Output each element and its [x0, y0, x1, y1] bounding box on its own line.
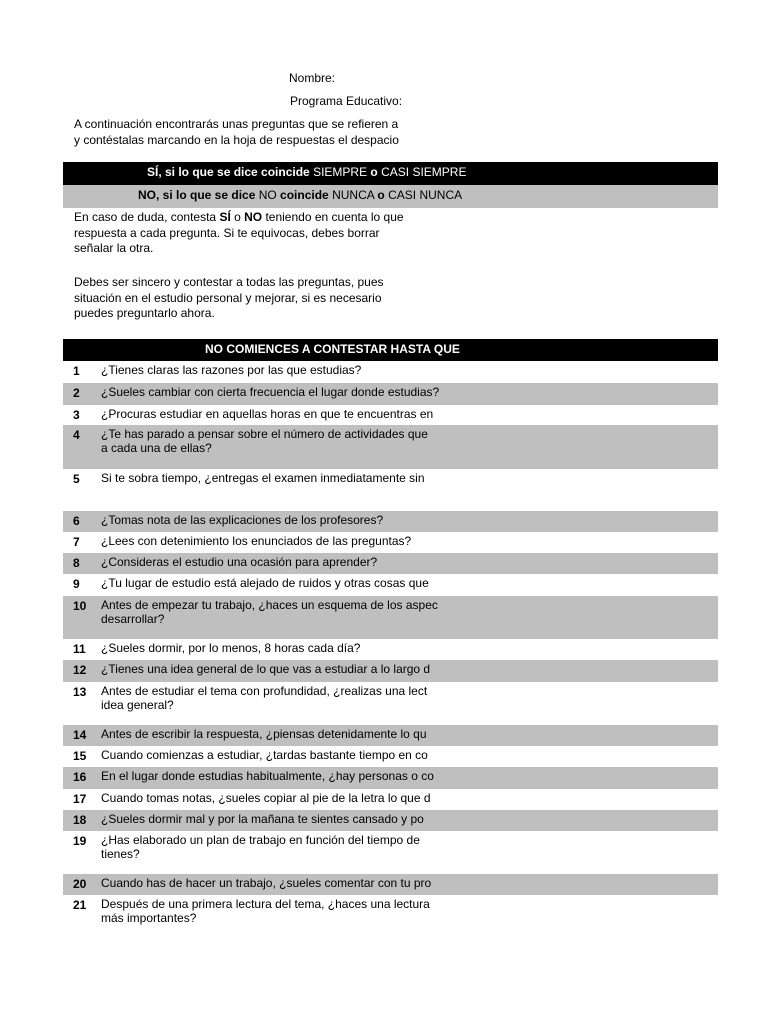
question-row — [63, 746, 718, 767]
question-number: 3 — [73, 408, 80, 422]
doubt-line-1: En caso de duda, contesta SÍ o NO teniendo en cuenta lo que — [74, 210, 404, 224]
question-text: ¿Has elaborado un plan de trabajo en función del tiempo de tienes? — [101, 833, 420, 861]
question-number: 6 — [73, 514, 80, 528]
question-number: 12 — [73, 663, 87, 677]
question-row — [63, 361, 718, 383]
question-text: ¿Tu lugar de estudio está alejado de ruidos y otras cosas que — [101, 576, 429, 590]
question-text: ¿Sueles dormir, por lo menos, 8 horas cada día? — [101, 641, 361, 655]
doubt-line-3: señalar la otra. — [74, 241, 154, 255]
question-row — [63, 469, 718, 511]
question-row — [63, 725, 718, 746]
question-text: Cuando comienzas a estudiar, ¿tardas bastante tiempo en co — [101, 748, 428, 762]
question-text: ¿Te has parado a pensar sobre el número de actividades que a cada una de ellas? — [101, 427, 428, 455]
question-text: Después de una primera lectura del tema, ¿haces una lectura más importantes? — [101, 897, 430, 925]
question-row — [63, 574, 718, 596]
question-text: ¿Tienes claras las razones por las que estudias? — [101, 363, 362, 377]
question-number: 5 — [73, 472, 80, 486]
start-banner-text: NO COMIENCES A CONTESTAR HASTA QUE — [205, 342, 460, 356]
question-number: 15 — [73, 749, 87, 763]
question-number: 11 — [73, 642, 86, 656]
question-text: ¿Consideras el estudio una ocasión para aprender? — [101, 555, 378, 569]
question-row — [63, 532, 718, 553]
question-text: ¿Sueles cambiar con cierta frecuencia el lugar donde estudias? — [101, 385, 440, 399]
question-number: 18 — [73, 813, 87, 827]
question-row — [63, 831, 718, 874]
question-text: ¿Tienes una idea general de lo que vas a estudiar a lo largo d — [101, 662, 431, 676]
intro-paragraph — [74, 117, 544, 148]
doubt-line-2: respuesta a cada pregunta. Si te equivocas, debes borrar — [74, 225, 380, 240]
question-number: 21 — [73, 898, 87, 912]
question-text: Si te sobra tiempo, ¿entregas el examen inmediatamente sin — [101, 471, 425, 485]
question-row — [63, 511, 718, 532]
question-number: 9 — [73, 577, 80, 591]
question-row — [63, 810, 718, 831]
question-text: Antes de estudiar el tema con profundidad, ¿realizas una lect idea general? — [101, 684, 428, 712]
question-row — [63, 596, 718, 639]
question-row — [63, 425, 718, 469]
question-row — [63, 874, 718, 895]
intro-line-1: A continuación encontrarás unas preguntas que se refieren a — [74, 117, 399, 131]
question-number: 16 — [73, 770, 87, 784]
question-number: 4 — [73, 428, 80, 442]
yes-banner-text: SÍ, si lo que se dice coincide SIEMPRE o CASI SIEMPRE — [147, 165, 467, 179]
question-text: ¿Tomas nota de las explicaciones de los profesores? — [101, 513, 384, 527]
question-number: 10 — [73, 599, 87, 613]
question-text: ¿Lees con detenimiento los enunciados de las preguntas? — [101, 534, 412, 548]
sincere-line-1: Debes ser sincero y contestar a todas las preguntas, pues — [74, 275, 384, 289]
question-number: 2 — [73, 386, 80, 400]
question-text: ¿Sueles dormir mal y por la mañana te sientes cansado y po — [101, 812, 424, 826]
question-text: En el lugar donde estudias habitualmente, ¿hay personas o co — [101, 769, 434, 783]
question-row — [63, 405, 718, 425]
question-number: 19 — [73, 834, 87, 848]
question-row — [63, 383, 718, 405]
nombre-label: Nombre: — [289, 71, 336, 85]
doubt-paragraph — [74, 210, 544, 257]
question-number: 7 — [73, 535, 80, 549]
question-row — [63, 639, 718, 660]
question-number: 14 — [73, 728, 87, 742]
question-text: Antes de escribir la respuesta, ¿piensas detenidamente lo qu — [101, 727, 427, 741]
question-number: 17 — [73, 792, 87, 806]
intro-line-2: y contéstalas marcando en la hoja de respuestas el despacio — [74, 132, 399, 147]
sincere-line-2: situación en el estudio personal y mejorar, si es necesario — [74, 290, 382, 305]
question-text: Cuando has de hacer un trabajo, ¿sueles comentar con tu pro — [101, 876, 432, 890]
question-row — [63, 660, 718, 682]
sincere-paragraph — [74, 275, 544, 322]
question-row — [63, 553, 718, 574]
question-text: Cuando tomas notas, ¿sueles copiar al pie de la letra lo que d — [101, 791, 431, 805]
question-number: 8 — [73, 556, 80, 570]
question-row — [63, 682, 718, 725]
question-text: Antes de empezar tu trabajo, ¿haces un esquema de los aspec desarrollar? — [101, 598, 438, 626]
question-number: 20 — [73, 877, 87, 891]
question-text: ¿Procuras estudiar en aquellas horas en que te encuentras en — [101, 407, 434, 421]
question-number: 1 — [73, 364, 80, 378]
question-row — [63, 767, 718, 789]
question-number: 13 — [73, 685, 87, 699]
programa-label: Programa Educativo: — [290, 94, 403, 108]
question-row — [63, 789, 718, 810]
question-row — [63, 895, 718, 935]
sincere-line-3: puedes preguntarlo ahora. — [74, 306, 215, 320]
no-banner-text: NO, si lo que se dice NO coincide NUNCA o CASI NUNCA — [138, 188, 463, 202]
